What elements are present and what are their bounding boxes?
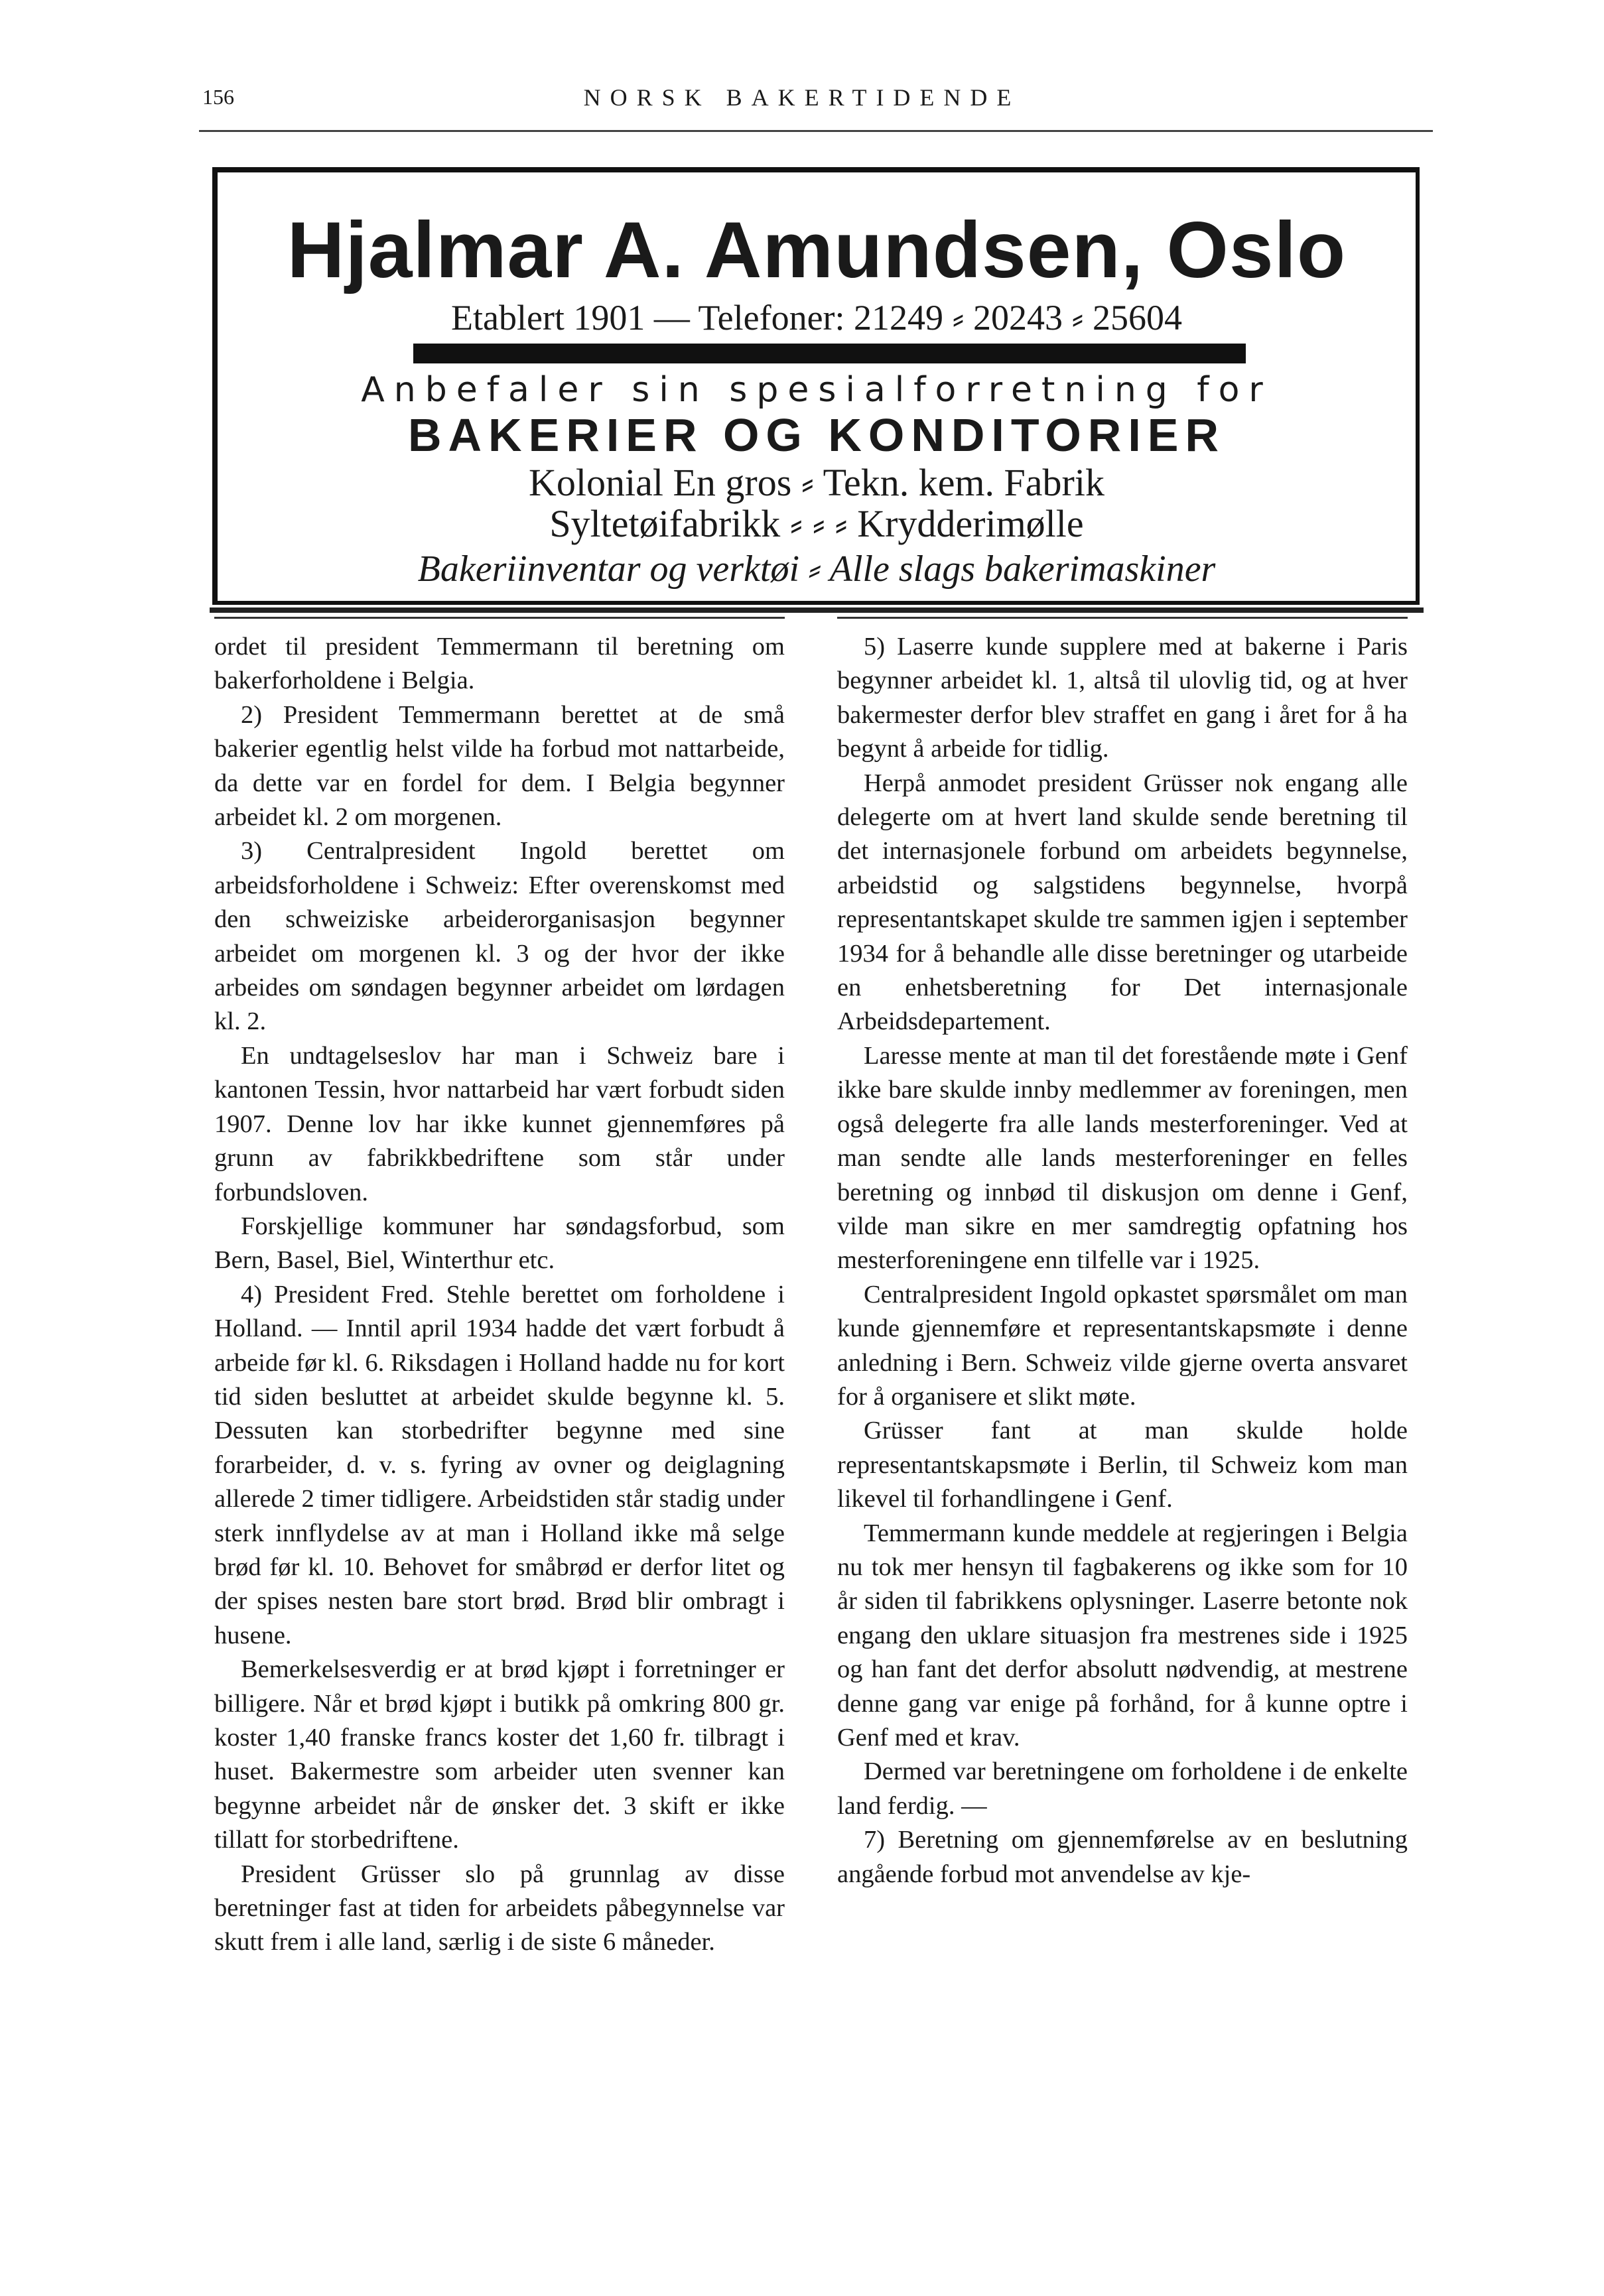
ad-line-kolonial: Kolonial En gros ⸗ Tekn. kem. Fabrik xyxy=(529,461,1104,504)
publication-title: NORSK BAKERTIDENDE xyxy=(583,84,1021,111)
right-column-rule xyxy=(837,617,1408,619)
page-number: 156 xyxy=(202,85,234,109)
article-paragraph: 3) Centralpresident Ingold berettet om arbeidsforholdene i Schweiz: Efter overenskomst med den schweiziske arbeiderorganisasjon begynner arbeidet om morgenen kl. 3 og der hvor der ikke arbeides om søndagen begynner arbeidet om lørdagen kl. 2. xyxy=(214,837,785,1036)
header-rule xyxy=(199,130,1433,132)
article-paragraph: Grüsser fant at man skulde holde representantskapsmøte i Berlin, til Schweiz kom man likevel til forhandlingene i Genf. xyxy=(837,1417,1408,1513)
article-paragraph: Centralpresident Ingold opkastet spørsmålet om man kunde gjennemføre et representantskapsmøte i denne anledning i Bern. Schweiz vilde gjerne overta ansvaret for å organisere et slikt møte. xyxy=(837,1280,1408,1411)
article-paragraph: 2) President Temmermann berettet at de små bakerier egentlig helst vilde ha forbud mot nattarbeide, da dette var en fordel for dem. I Belgia begynner arbeidet kl. 2 om morgenen. xyxy=(214,700,785,832)
article-paragraph: 7) Beretning om gjennemførelse av en beslutning angående forbud mot anvendelse av kje- xyxy=(837,1826,1408,1888)
article-paragraph: 5) Laserre kunde supplere med at bakerne i Paris begynner arbeidet kl. 1, altså til ulovlig tid, og at hver bakermester derfor blev straffet en gang i året for å ha begynt å arbeide for tidlig. xyxy=(837,633,1408,763)
ad-firm-name: Hjalmar A. Amundsen, Oslo xyxy=(287,206,1347,294)
article-paragraph: ordet til president Temmermann til beretning om bakerforholdene i Belgia. xyxy=(214,633,785,695)
ad-recommends: Anbefaler sin spesialforretning for xyxy=(361,370,1272,410)
article-paragraph: En undtagelseslov har man i Schweiz bare i kantonen Tessin, hvor nattarbeid har vært forbudt siden 1907. Denne lov har ikke kunnet gjennemføres på grunn av fabrikkbedriftene som står under forbundsloven. xyxy=(214,1041,785,1206)
article-paragraph: Herpå anmodet president Grüsser nok engang alle delegerte om at hvert land skulde sende beretning til det internasjonele forbund om arbeidets begynnelse, arbeidstid og salgstidens begynnelse, hvorpå representantskapet skulde tre sammen igjen i september 1934 for å behandle alle disse beretninger og utarbeide en enhetsberetning for Det internasjonale Arbeidsdepartement. xyxy=(837,769,1408,1036)
article-paragraph: Bemerkelsesverdig er at brød kjøpt i forretninger er billigere. Når et brød kjøpt i butikk på omkring 800 gr. koster 1,40 franske francs koster det 1,60 fr. tilbragt i huset. Bakermestre som arbeider uten svenner kan begynne arbeidet når de ønsker det. 3 skift er ikke tillatt for storbedriftene. xyxy=(214,1655,785,1854)
advertisement-box xyxy=(212,167,1420,605)
ad-line-syltetoi: Syltetøifabrikk ⸗ ⸗ ⸗ Krydderimølle xyxy=(549,502,1084,545)
left-column xyxy=(214,630,785,1960)
article-paragraph: Dermed var beretningene om forholdene i de enkelte land ferdig. — xyxy=(837,1757,1408,1820)
ad-box-shadow xyxy=(210,607,1424,613)
right-column xyxy=(837,630,1408,1891)
left-column-rule xyxy=(214,617,785,619)
ad-established: Etablert 1901 — Telefoner: 21249 ⸗ 20243 ⸗ 25604 xyxy=(451,298,1182,338)
ad-line-inventar: Bakeriinventar og verktøi ⸗ Alle slags bakerimaskiner xyxy=(417,548,1216,590)
article-paragraph: 4) President Fred. Stehle berettet om forholdene i Holland. — Inntil april 1934 hadde det vært forbudt å arbeide før kl. 6. Riksdagen i Holland hadde nu for kort tid siden besluttet at arbeidet skulde begynne kl. 5. Dessuten kan storbedrifter begynne med sine forarbeider, d. v. s. fyring av ovner og deiglagning allerede 2 timer tidligere. Arbeidstiden står stadig under sterk innflydelse av at man i Holland ikke må selge brød før kl. 10. Behovet for småbrød er derfor litet og der spises nesten bare stort brød. Brød blir ombragt i husene. xyxy=(214,1280,785,1649)
article-paragraph: Forskjellige kommuner har søndagsforbud, som Bern, Basel, Biel, Winterthur etc. xyxy=(214,1212,785,1275)
ad-divider-bar xyxy=(413,344,1246,363)
ad-specialty: BAKERIER OG KONDITORIER xyxy=(407,409,1226,461)
article-paragraph: Laresse mente at man til det forestående møte i Genf ikke bare skulde innby medlemmer av foreningen, men også delegerte fra alle lands mesterforeninger. Ved at man sendte alle lands mesterforeninger en felles beretning og innbød til diskusjon om denne i Genf, vilde man sikre en mer samdregtig opfatning hos mesterforeningene enn tilfelle var i 1925. xyxy=(837,1041,1408,1275)
article-paragraph: President Grüsser slo på grunnlag av disse beretninger fast at tiden for arbeidets påbegynnelse var skutt frem i alle land, særlig i de siste 6 måneder. xyxy=(214,1860,785,1956)
article-paragraph: Temmermann kunde meddele at regjeringen i Belgia nu tok mer hensyn til fagbakerens og ikke som for 10 år siden til fabrikkens oplysninger. Laserre betonte nok engang den uklare situasjon fra mestrenes side i 1925 og han fant det derfor absolutt nødvendig, at mestrene denne gang var enige på forhånd, for å kunne optre i Genf med et krav. xyxy=(837,1519,1408,1752)
